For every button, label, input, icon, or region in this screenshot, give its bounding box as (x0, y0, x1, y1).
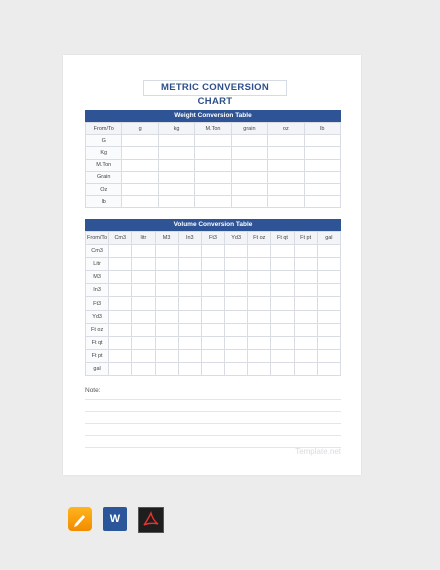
table-cell (155, 310, 178, 323)
row-label: M.Ton (86, 159, 122, 171)
table-cell (178, 271, 201, 284)
table-cell (271, 362, 294, 375)
table-row (86, 349, 341, 362)
table-row (86, 336, 341, 349)
table-cell (231, 135, 267, 147)
table-row (86, 159, 341, 171)
table-cell (195, 147, 231, 159)
table-cell (109, 362, 132, 375)
table-cell (109, 258, 132, 271)
table-cell (248, 362, 271, 375)
table-row (86, 271, 341, 284)
table-cell (132, 284, 155, 297)
table-row (86, 245, 341, 258)
column-header: Ft3 (201, 232, 224, 245)
table-cell (271, 336, 294, 349)
column-header: M.Ton (195, 123, 231, 135)
page-title: METRIC CONVERSION CHART (143, 80, 287, 96)
table-cell (304, 171, 340, 183)
note-line (85, 423, 341, 424)
table-cell (268, 159, 304, 171)
note-label: Note: (85, 387, 101, 394)
table-cell (248, 284, 271, 297)
table-cell (248, 271, 271, 284)
table-cell (195, 171, 231, 183)
table-cell (109, 323, 132, 336)
table-cell (122, 196, 158, 208)
table-cell (109, 336, 132, 349)
row-label: In3 (86, 284, 109, 297)
column-header: lb (304, 123, 340, 135)
table-cell (248, 297, 271, 310)
table-cell (109, 271, 132, 284)
table-cell (248, 258, 271, 271)
table-cell (201, 245, 224, 258)
table-cell (268, 171, 304, 183)
table-cell (304, 159, 340, 171)
row-label: gal (86, 362, 109, 375)
table-cell (225, 284, 248, 297)
table-row (86, 258, 341, 271)
column-header: Ft oz (248, 232, 271, 245)
table-cell (271, 297, 294, 310)
table-cell (201, 323, 224, 336)
table-cell (317, 336, 340, 349)
table-cell (195, 183, 231, 195)
table-cell (317, 284, 340, 297)
table-row (86, 323, 341, 336)
table-cell (155, 271, 178, 284)
table-cell (109, 310, 132, 323)
table-cell (271, 323, 294, 336)
table-cell (294, 349, 317, 362)
table-cell (201, 258, 224, 271)
table-cell (294, 271, 317, 284)
table-cell (231, 159, 267, 171)
table-cell (155, 349, 178, 362)
table-cell (201, 349, 224, 362)
table-cell (304, 147, 340, 159)
table-cell (155, 362, 178, 375)
table-cell (109, 297, 132, 310)
table-cell (225, 245, 248, 258)
row-label: M3 (86, 271, 109, 284)
table-cell (317, 271, 340, 284)
table-cell (294, 284, 317, 297)
table-cell (155, 297, 178, 310)
table-header-row (86, 232, 341, 245)
table-cell (225, 349, 248, 362)
table-cell (132, 323, 155, 336)
table-cell (122, 171, 158, 183)
table-cell (225, 297, 248, 310)
table-cell (195, 159, 231, 171)
column-header: Ft pt (294, 232, 317, 245)
table-cell (248, 245, 271, 258)
row-label: Yd3 (86, 310, 109, 323)
table-cell (225, 336, 248, 349)
table-cell (271, 245, 294, 258)
table-cell (317, 323, 340, 336)
table-header-row (86, 123, 341, 135)
table-cell (132, 258, 155, 271)
table-cell (248, 336, 271, 349)
table-cell (158, 183, 194, 195)
table-cell (155, 336, 178, 349)
column-header: g (122, 123, 158, 135)
table-cell (109, 245, 132, 258)
table-cell (225, 310, 248, 323)
table-row (86, 147, 341, 159)
table-cell (304, 196, 340, 208)
word-icon[interactable] (103, 507, 127, 531)
table-cell (132, 362, 155, 375)
table-cell (304, 135, 340, 147)
table-cell (201, 297, 224, 310)
table-cell (178, 297, 201, 310)
table-cell (201, 284, 224, 297)
weight-table-title: Weight Conversion Table (85, 110, 341, 122)
table-cell (317, 349, 340, 362)
table-cell (225, 271, 248, 284)
column-header: Cm3 (109, 232, 132, 245)
table-cell (304, 183, 340, 195)
table-cell (231, 183, 267, 195)
column-header: M3 (155, 232, 178, 245)
table-cell (268, 183, 304, 195)
table-cell (132, 271, 155, 284)
table-cell (201, 271, 224, 284)
table-cell (178, 349, 201, 362)
table-row (86, 196, 341, 208)
table-cell (178, 258, 201, 271)
table-cell (132, 336, 155, 349)
table-cell (132, 297, 155, 310)
table-cell (201, 362, 224, 375)
table-cell (195, 196, 231, 208)
table-row (86, 297, 341, 310)
table-cell (109, 284, 132, 297)
table-cell (317, 297, 340, 310)
table-cell (132, 349, 155, 362)
row-label: Grain (86, 171, 122, 183)
table-cell (294, 323, 317, 336)
table-cell (178, 284, 201, 297)
table-cell (178, 323, 201, 336)
table-cell (294, 336, 317, 349)
row-label: Cm3 (86, 245, 109, 258)
table-cell (158, 135, 194, 147)
table-cell (132, 310, 155, 323)
table-cell (225, 323, 248, 336)
column-header: kg (158, 123, 194, 135)
column-header: Yd3 (225, 232, 248, 245)
table-cell (294, 310, 317, 323)
note-line (85, 411, 341, 412)
column-header: gal (317, 232, 340, 245)
table-cell (225, 362, 248, 375)
table-cell (268, 196, 304, 208)
row-label: Oz (86, 183, 122, 195)
table-row (86, 362, 341, 375)
table-cell (122, 135, 158, 147)
row-label: Ft3 (86, 297, 109, 310)
table-cell (225, 258, 248, 271)
table-cell (132, 245, 155, 258)
table-cell (317, 310, 340, 323)
row-label: Ft pt (86, 349, 109, 362)
column-header: In3 (178, 232, 201, 245)
table-cell (317, 258, 340, 271)
table-cell (155, 323, 178, 336)
column-header: From/To (86, 232, 109, 245)
table-cell (109, 349, 132, 362)
column-header: grain (231, 123, 267, 135)
document-page (63, 55, 361, 475)
column-header: oz (268, 123, 304, 135)
word-letter: W (109, 513, 121, 525)
watermark: Template.net (295, 447, 341, 456)
table-cell (158, 171, 194, 183)
table-cell (271, 349, 294, 362)
note-line (85, 399, 341, 400)
table-cell (248, 323, 271, 336)
note-line (85, 435, 341, 436)
table-cell (155, 245, 178, 258)
row-label: Ft qt (86, 336, 109, 349)
row-label: lb (86, 196, 122, 208)
table-cell (294, 258, 317, 271)
table-cell (268, 147, 304, 159)
table-cell (195, 135, 231, 147)
table-row (86, 183, 341, 195)
row-label: G (86, 135, 122, 147)
table-cell (294, 297, 317, 310)
table-row (86, 171, 341, 183)
table-cell (294, 245, 317, 258)
table-cell (271, 271, 294, 284)
volume-table-title: Volume Conversion Table (85, 219, 341, 231)
table-cell (178, 336, 201, 349)
table-cell (201, 310, 224, 323)
table-cell (271, 284, 294, 297)
table-cell (122, 159, 158, 171)
column-header: Ft qt (271, 232, 294, 245)
table-cell (317, 245, 340, 258)
row-label: Kg (86, 147, 122, 159)
table-cell (158, 159, 194, 171)
table-cell (294, 362, 317, 375)
table-cell (317, 362, 340, 375)
table-cell (158, 147, 194, 159)
table-row (86, 135, 341, 147)
table-row (86, 310, 341, 323)
table-row (86, 284, 341, 297)
row-label: Ft oz (86, 323, 109, 336)
row-label: Litr (86, 258, 109, 271)
table-cell (122, 183, 158, 195)
table-cell (271, 258, 294, 271)
column-header: From/To (86, 123, 122, 135)
table-cell (231, 171, 267, 183)
pages-icon[interactable] (68, 507, 92, 531)
table-cell (201, 336, 224, 349)
column-header: litr (132, 232, 155, 245)
table-cell (231, 196, 267, 208)
volume-conversion-table (85, 219, 341, 376)
pdf-icon[interactable] (138, 507, 164, 533)
table-cell (178, 245, 201, 258)
table-cell (155, 258, 178, 271)
table-cell (158, 196, 194, 208)
table-cell (122, 147, 158, 159)
weight-conversion-table (85, 110, 341, 208)
table-cell (231, 147, 267, 159)
table-cell (178, 310, 201, 323)
table-cell (248, 310, 271, 323)
table-cell (271, 310, 294, 323)
table-cell (178, 362, 201, 375)
table-cell (268, 135, 304, 147)
table-cell (248, 349, 271, 362)
table-cell (155, 284, 178, 297)
